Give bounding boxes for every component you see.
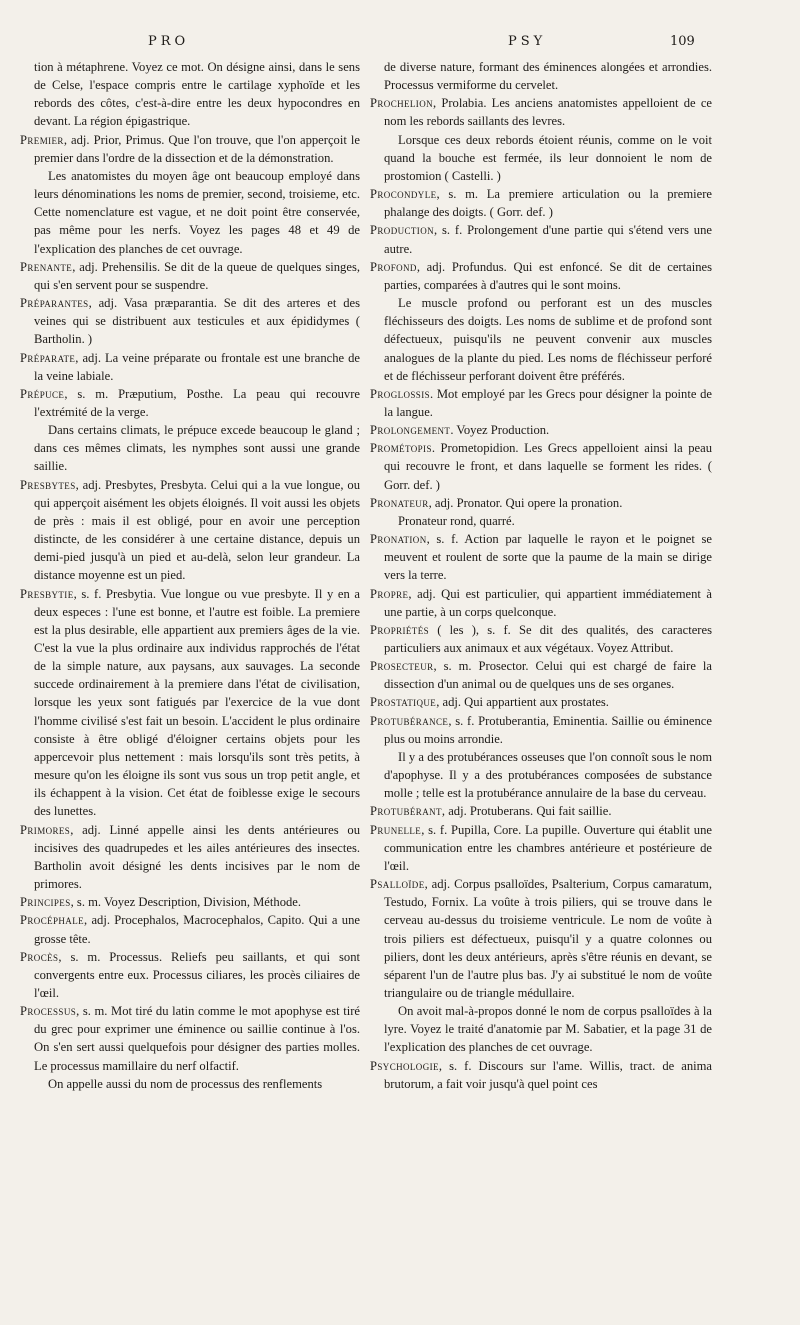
entry-paragraph — [370, 294, 712, 385]
entry-headword: Primores — [20, 822, 71, 837]
entry-text: , s. f. Discours sur l'ame. Willis, tract. de anima brutorum, a fait voir jusqu'à quel point ces — [384, 1058, 712, 1091]
dictionary-entry — [20, 821, 360, 894]
entry-headword: Production — [370, 223, 435, 238]
dictionary-entry — [20, 294, 360, 348]
entry-headword: Presbytes — [20, 477, 76, 492]
dictionary-entry — [370, 421, 712, 439]
entry-paragraph — [370, 1002, 712, 1056]
entry-headword: Prosecteur — [370, 659, 434, 674]
entry-headword: Psalloïde — [370, 877, 425, 892]
entry-text: On avoit mal-à-propos donné le nom de corpus psalloïdes à la lyre. Voyez le traité d'anatomie par M. Sabatier, et la page 31 de l'explication des planches de cet ouvrage. — [384, 1004, 712, 1055]
entry-text: . Voyez Production. — [450, 423, 550, 438]
entry-text: , adj. Prior, Primus. Que l'on trouve, que l'on apperçoit le premier dans l'ordre de la dissection et de la démonstration. — [34, 132, 360, 165]
right-column — [370, 58, 712, 1093]
dictionary-entry — [20, 258, 360, 294]
entry-text: , s. f. Protuberantia, Eminentia. Saillie ou éminence plus ou moins arrondie. — [384, 713, 712, 746]
dictionary-entry — [20, 911, 360, 947]
dictionary-entry — [370, 821, 712, 875]
entry-text: , s. f. Action par laquelle le rayon et le poignet se meuvent et roulent de sorte que la paume de la main se dirige vers la terre. — [384, 532, 712, 583]
dictionary-entry — [370, 621, 712, 657]
entry-text: , adj. Protuberans. Qui fait saillie. — [441, 804, 612, 819]
entry-text: , s. m. Prosector. Celui qui est chargé de faire la dissection d'un animal ou de quelques uns de ses organes. — [384, 659, 712, 692]
entry-text: Le muscle profond ou perforant est un des muscles fléchisseurs des doigts. Les noms de sublime et de profond sont défectueux, puisqu'ils ne peuvent convenir aux muscles analogues de la plante du pied. Les noms de fléchisseur perforé et de fléchisseur perforant doivent être préférés. — [384, 296, 712, 383]
entry-headword: Prolongement — [370, 423, 451, 438]
entry-text: Lorsque ces deux rebords étoient réunis, comme on le voit quand la bouche est fermée, ils leur donnoient le nom de prostomion ( Castelli. ) — [384, 132, 712, 183]
entry-headword: Procéphale — [20, 913, 85, 928]
entry-text: ( les ), s. f. Se dit des qualités, des caracteres particuliers aux animaux et aux végétaux. Voyez Attribut. — [384, 622, 712, 655]
entry-text: , s. m. Processus. Reliefs peu saillants, et qui sont convergents entre eux. Processus ciliares, les procès ciliaires de l'œil. — [34, 949, 360, 1000]
entry-text: Il y a des protubérances osseuses que l'on connoît sous le nom d'apophyse. Il y a des protubérances composées de substance molle ; telle est la protubérance annulaire de la base du cerveau. — [384, 749, 712, 801]
entry-text: , adj. Procephalos, Macrocephalos, Capito. Qui a une grosse tête. — [34, 913, 360, 946]
entry-headword: Proglossis — [370, 386, 431, 401]
dictionary-entry — [370, 385, 712, 421]
entry-text: , adj. La veine préparate ou frontale est une branche de la veine labiale. — [34, 350, 360, 383]
entry-paragraph — [370, 748, 712, 802]
dictionary-entry — [20, 385, 360, 421]
dictionary-entry — [20, 893, 360, 911]
entry-text: , adj. Vasa præparantia. Se dit des arteres et des veines qui se distribuent aux testicules et aux épididymes ( Bartholin. ) — [34, 296, 360, 347]
entry-text: de diverse nature, formant des éminences alongées et arrondies. Processus vermiforme du cervelet. — [384, 60, 712, 93]
entry-text: , adj. Pronator. Qui opere la pronation. — [428, 495, 623, 510]
entry-headword: Presbytie — [20, 586, 74, 601]
page-number: 109 — [670, 34, 695, 49]
entry-paragraph — [20, 167, 360, 258]
entry-headword: Premier — [20, 132, 64, 147]
entry-headword: Prenante — [20, 259, 73, 274]
entry-text: , adj. Qui appartient aux prostates. — [436, 695, 609, 710]
entry-headword: Préparate — [20, 350, 76, 365]
entry-text: , s. f. Prolongement d'une partie qui s'étend vers une autre. — [384, 223, 712, 256]
entry-headword: Pronation — [370, 532, 427, 547]
dictionary-entry — [20, 948, 360, 1002]
entry-paragraph — [20, 58, 360, 131]
entry-text: , adj. Prehensilis. Se dit de la queue de quelques singes, qui s'en servent pour se suspendre. — [34, 259, 360, 292]
entry-text: , adj. Profundus. Qui est enfoncé. Se dit de certaines parties, comparées à d'autres qui le sont moins. — [384, 259, 712, 292]
entry-headword: Prostatique — [370, 695, 437, 710]
running-head-left: PRO — [148, 34, 190, 49]
entry-text: , s. m. Mot tiré du latin comme le mot apophyse est tiré du grec pour exprimer une éminence ou saillie continue à l'os. On s'en sert aussi quelquefois pour désigner des parties molles. Le processus mamillaire du nerf olfactif. — [34, 1004, 360, 1073]
dictionary-entry — [370, 802, 712, 820]
entry-headword: Prochelion — [370, 96, 434, 111]
entry-paragraph — [370, 512, 712, 530]
dictionary-entry — [20, 585, 360, 821]
entry-headword: Prométopis — [370, 441, 432, 456]
entry-headword: Pronateur — [370, 495, 429, 510]
dictionary-entry — [370, 712, 712, 748]
entry-headword: Protubérant — [370, 804, 442, 819]
dictionary-entry — [370, 94, 712, 130]
entry-text: Dans certains climats, le prépuce excede beaucoup le gland ; dans ces mêmes climats, les nymphes sont aussi une grande saillie. — [34, 423, 360, 474]
entry-paragraph — [370, 131, 712, 185]
entry-headword: Préparantes — [20, 296, 89, 311]
entry-paragraph — [20, 1075, 360, 1093]
entry-text: , adj. Linné appelle ainsi les dents antérieures ou incisives des quadrupedes et les ailes antérieures des insectes. Bartholin avoit désigné les dents incisives par le nom de primores. — [34, 822, 360, 892]
entry-text: , adj. Presbytes, Presbyta. Celui qui a la vue longue, ou qui apperçoit aisément les objets éloignés. Il voit aussi les objets de près : mais il est obligé, pour en avoir une perception distincte, de les considérer à une certaine distance, depuis un demi-pied jusqu'à un pied et au-delà, selon leur grandeur. La distance moyenne est un pied. — [34, 477, 360, 583]
entry-text: , s. f. Pupilla, Core. La pupille. Ouverture qui établit une communication entre les chambres antérieure et postérieure de l'œil. — [384, 822, 712, 873]
dictionary-entry — [20, 131, 360, 167]
dictionary-entry — [20, 1002, 360, 1075]
dictionary-entry — [370, 494, 712, 512]
entry-headword: Profond — [370, 259, 417, 274]
dictionary-entry — [370, 530, 712, 584]
entry-headword: Processus — [20, 1004, 77, 1019]
entry-text: , s. m. Voyez Description, Division, Méthode. — [70, 895, 302, 910]
dictionary-entry — [370, 439, 712, 493]
entry-paragraph — [20, 421, 360, 475]
dictionary-entry — [370, 1057, 712, 1093]
entry-headword: Propriétés — [370, 622, 430, 637]
entry-headword: Prunelle — [370, 822, 422, 837]
entry-text: . Prometopidion. Les Grecs appelloient ainsi la peau qui recouvre le front, et dans laquelle se forment les rides. ( Gorr. def. ) — [384, 441, 712, 492]
entry-text: , adj. Corpus psalloïdes, Psalterium, Corpus camaratum, Testudo, Fornix. La voûte à trois piliers, qui se trouve dans le cerveau au-dessus du troisieme ventricule. Le nom de voûte à trois piliers est défectueux, puisqu'il y a quatre colonnes ou piliers, dont les deux antérieurs, après s'être réunis en devant, se séparent l'un de l'autre plus bas. J'y ai substitué le nom de voûte triangulaire ou de triangle médullaire. — [384, 877, 712, 1000]
entry-text: , Prolabia. Les anciens anatomistes appelloient de ce nom les rebords saillants des levres. — [384, 96, 712, 129]
entry-headword: Procès — [20, 949, 59, 964]
dictionary-entry — [370, 657, 712, 693]
left-column — [20, 58, 360, 1093]
entry-text: , s. f. Presbytia. Vue longue ou vue presbyte. Il y en a deux especes : l'une est bonne, et l'autre est foible. La premiere est la plus desirable, elle appartient aux premiers âges de la vie. C'est la vue la plus ordinaire aux individus rapprochés de l'état de la simple nature, aux paysans, aux sauvages. La seconde succede ordinairement à la premiere dans l'état de civilisation, lorsque les yeux sont fatigués par l'exercice de la vue dont l'homme civilisé s'est fait un besoin. L'accident le plus ordinaire consiste à être obligé d'éloigner certains objets pour les appercevoir plus nettement : mais lorsqu'ils sont très petits, à mesure qu'on les éloigne ils sont vus sous un trop petit angle, et ils échappent à la vision. Cet état de foiblesse exige le secours des lunettes. — [34, 586, 360, 819]
dictionary-entry — [370, 221, 712, 257]
entry-headword: Propre — [370, 586, 409, 601]
dictionary-entry — [370, 185, 712, 221]
entry-headword: Principes — [20, 895, 71, 910]
entry-text: , adj. Qui est particulier, qui appartient immédiatement à une partie, à un corps quelconque. — [384, 586, 712, 619]
dictionary-entry — [370, 875, 712, 1002]
dictionary-entry — [20, 476, 360, 585]
dictionary-entry — [370, 693, 712, 711]
entry-headword: Prépuce — [20, 386, 65, 401]
entry-text: . Mot employé par les Grecs pour désigner la pointe de la langue. — [384, 386, 712, 419]
entry-text: On appelle aussi du nom de processus des renflements — [48, 1076, 323, 1091]
entry-text: , s. m. Præputium, Posthe. La peau qui recouvre l'extrémité de la verge. — [34, 386, 360, 419]
entry-headword: Protubérance — [370, 713, 449, 728]
dictionary-entry — [20, 349, 360, 385]
running-head-right: PSY — [508, 34, 547, 49]
dictionary-entry — [370, 258, 712, 294]
entry-headword: Procondyle — [370, 187, 437, 202]
entry-text: , s. m. La premiere articulation ou la premiere phalange des doigts. ( Gorr. def. ) — [384, 187, 712, 220]
dictionary-entry — [370, 585, 712, 621]
entry-text: Les anatomistes du moyen âge ont beaucoup employé dans leurs dénominations les noms de premier, second, troisieme, etc. Cette nomenclature est vague, et ne doit point être conservée, pas même pour les nerfs. Voyez les pages 48 et 49 de l'explication des planches de cet ouvrage. — [34, 168, 360, 256]
entry-headword: Psychologie — [370, 1058, 439, 1073]
entry-text: Pronateur rond, quarré. — [398, 513, 515, 528]
entry-text: tion à métaphrene. Voyez ce mot. On désigne ainsi, dans le sens de Celse, l'espace compris entre le cartilage xyphoïde et les rebords des côtes, c'est-à-dire entre les deux hypocondres en devant. La région épigastrique. — [34, 60, 360, 129]
entry-paragraph — [370, 58, 712, 94]
